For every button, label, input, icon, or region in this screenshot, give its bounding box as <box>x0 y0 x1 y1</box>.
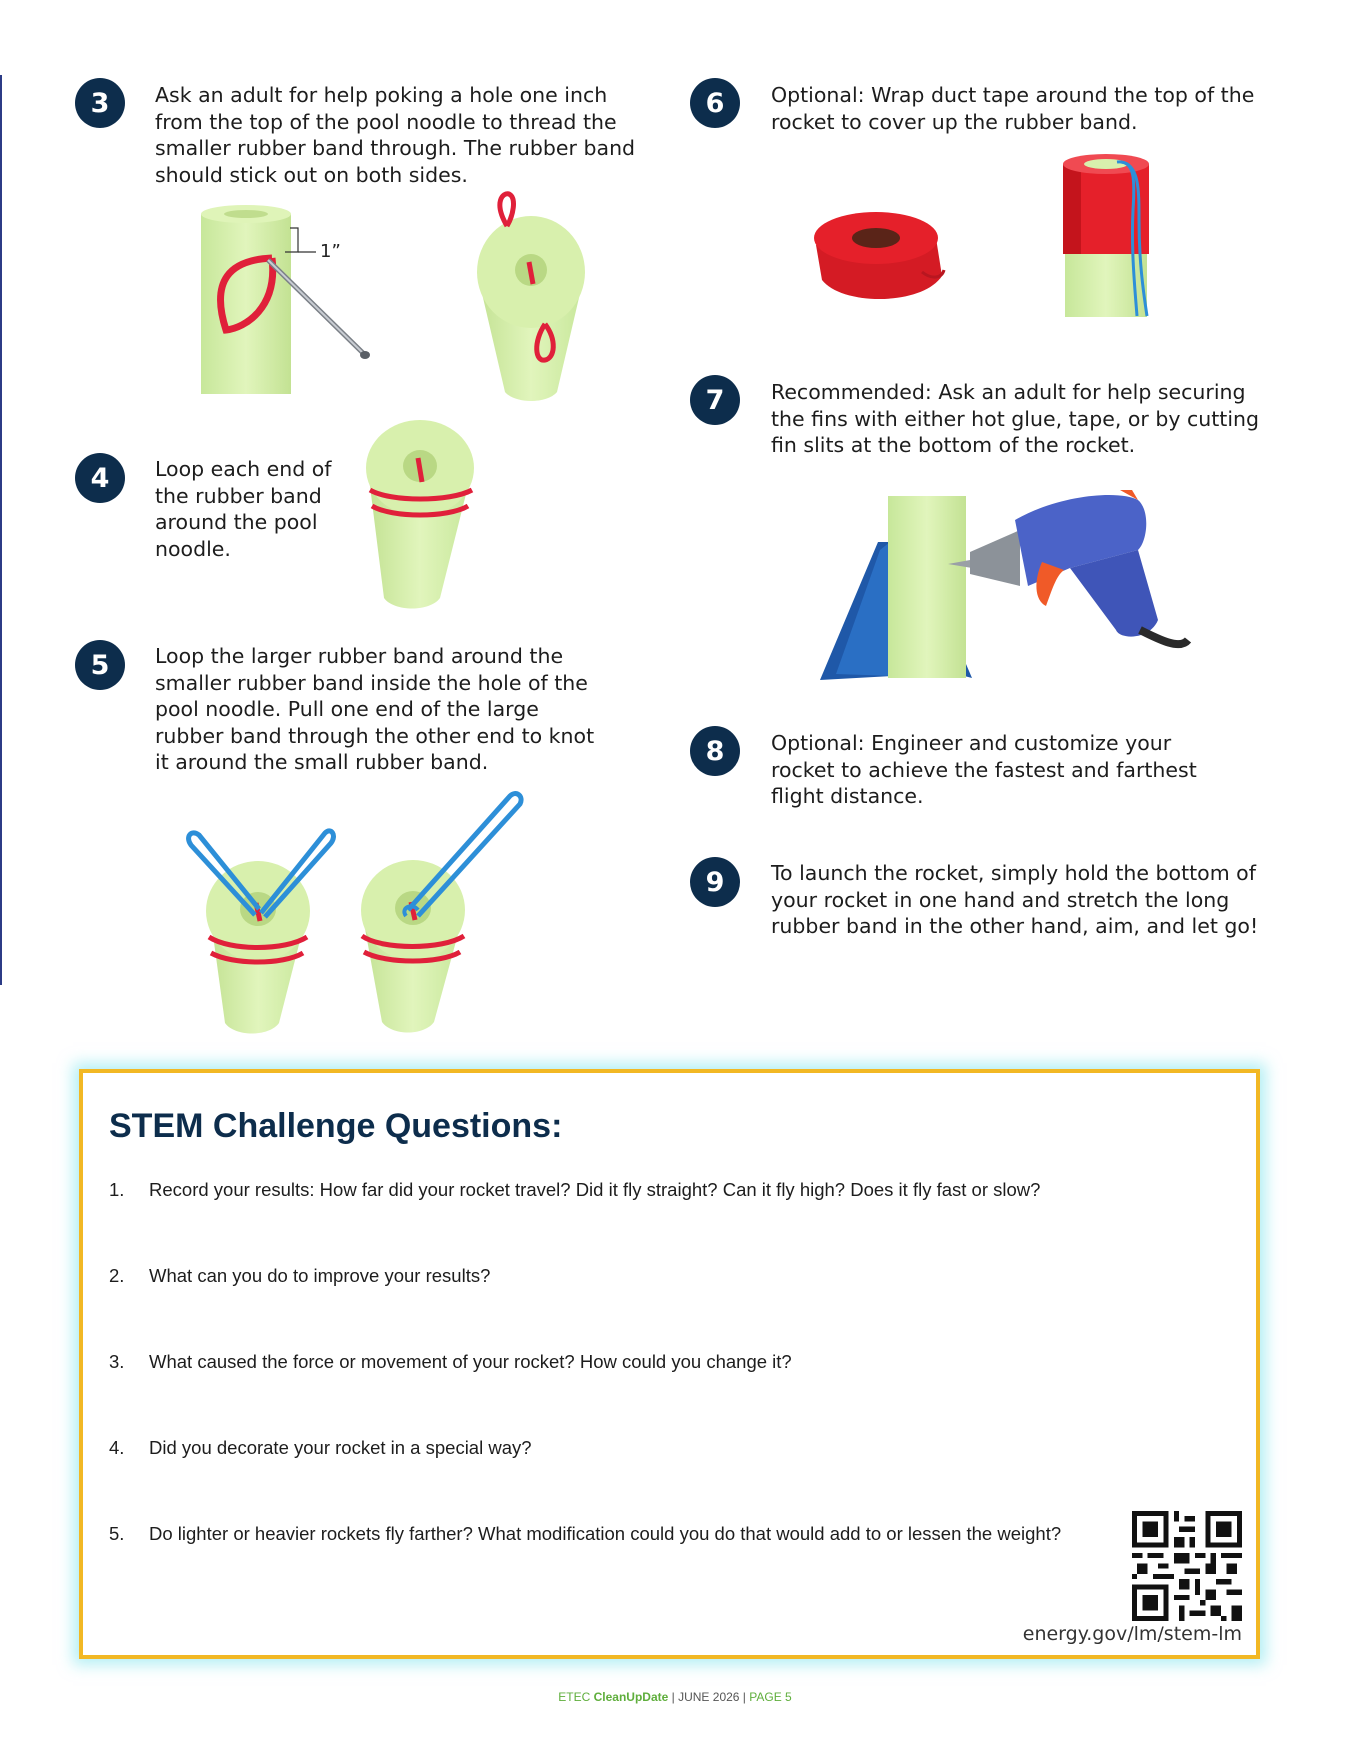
step-badge: 8 <box>690 726 740 776</box>
qr-code-icon[interactable] <box>1132 1511 1242 1621</box>
noodle-blue-band-v-illustration <box>185 825 335 1040</box>
measure-label: 1” <box>320 241 341 262</box>
stem-challenge-box <box>79 1069 1260 1659</box>
step-text: Recommended: Ask an adult for help securing the fins with either hot glue, tape, or by cutting fin slits at the bottom of the rocket. <box>771 380 1260 457</box>
noodle-looped-band-illustration <box>360 420 480 615</box>
noodle-blue-band-knot-illustration <box>360 790 535 1040</box>
footer-etec: ETEC <box>558 1690 594 1704</box>
question-number: 2. <box>109 1265 125 1286</box>
duct-tape-roll-illustration <box>812 210 947 305</box>
question-number: 4. <box>109 1437 125 1458</box>
question-text: Did you decorate your rocket in a special way? <box>149 1437 532 1458</box>
stem-url-link[interactable]: energy.gov/lm/stem-lm <box>1022 1623 1242 1645</box>
noodle-nail-illustration <box>190 200 390 400</box>
footer-separator: | <box>739 1690 750 1704</box>
step-badge: 9 <box>690 857 740 907</box>
footer-clean: Clean <box>593 1690 627 1704</box>
question-text: What caused the force or movement of your rocket? How could you change it? <box>149 1351 792 1372</box>
page-footer <box>0 1690 1350 1704</box>
step-text: Optional: Wrap duct tape around the top of the rocket to cover up the rubber band. <box>771 83 1255 134</box>
fins-glue-gun-illustration <box>820 490 1190 685</box>
question-number: 5. <box>109 1523 125 1544</box>
page-edge-line <box>0 75 2 985</box>
question-text: What can you do to improve your results? <box>149 1265 491 1286</box>
step-text: Loop the larger rubber band around the smaller rubber band inside the hole of the pool noodle. Pull one end of the large rubber band through the other end to knot it around the small rubber band. <box>155 644 595 774</box>
footer-month: JUNE 2026 <box>678 1690 740 1704</box>
step-badge: 3 <box>75 78 125 128</box>
footer-page-number: PAGE 5 <box>749 1690 792 1704</box>
step-text: Loop each end of the rubber band around the pool noodle. <box>155 457 332 561</box>
question-number: 1. <box>109 1179 125 1200</box>
step-badge: 6 <box>690 78 740 128</box>
question-text: Record your results: How far did your rocket travel? Did it fly straight? Can it fly high? Does it fly fast or slow? <box>149 1179 1041 1200</box>
step-badge: 7 <box>690 375 740 425</box>
rocket-taped-illustration <box>1055 150 1175 320</box>
stem-title: STEM Challenge Questions: <box>109 1107 563 1145</box>
question-number: 3. <box>109 1351 125 1372</box>
step-text: Optional: Engineer and customize your rocket to achieve the fastest and farthest flight distance. <box>771 731 1197 808</box>
footer-date-word: Date <box>642 1690 669 1704</box>
question-text: Do lighter or heavier rockets fly farther? What modification could you do that would add to or lessen the weight? <box>149 1523 1062 1544</box>
step-text: To launch the rocket, simply hold the bottom of your rocket in one hand and stretch the long rubber band in the other hand, aim, and let go! <box>771 861 1259 938</box>
step-badge: 4 <box>75 453 125 503</box>
noodle-top-band-illustration <box>475 192 595 407</box>
footer-up: Up <box>626 1690 643 1704</box>
step-text: Ask an adult for help poking a hole one inch from the top of the pool noodle to thread the smaller rubber band through. The rubber band should stick out on both sides. <box>155 83 636 187</box>
step-badge: 5 <box>75 640 125 690</box>
footer-separator: | <box>668 1690 679 1704</box>
